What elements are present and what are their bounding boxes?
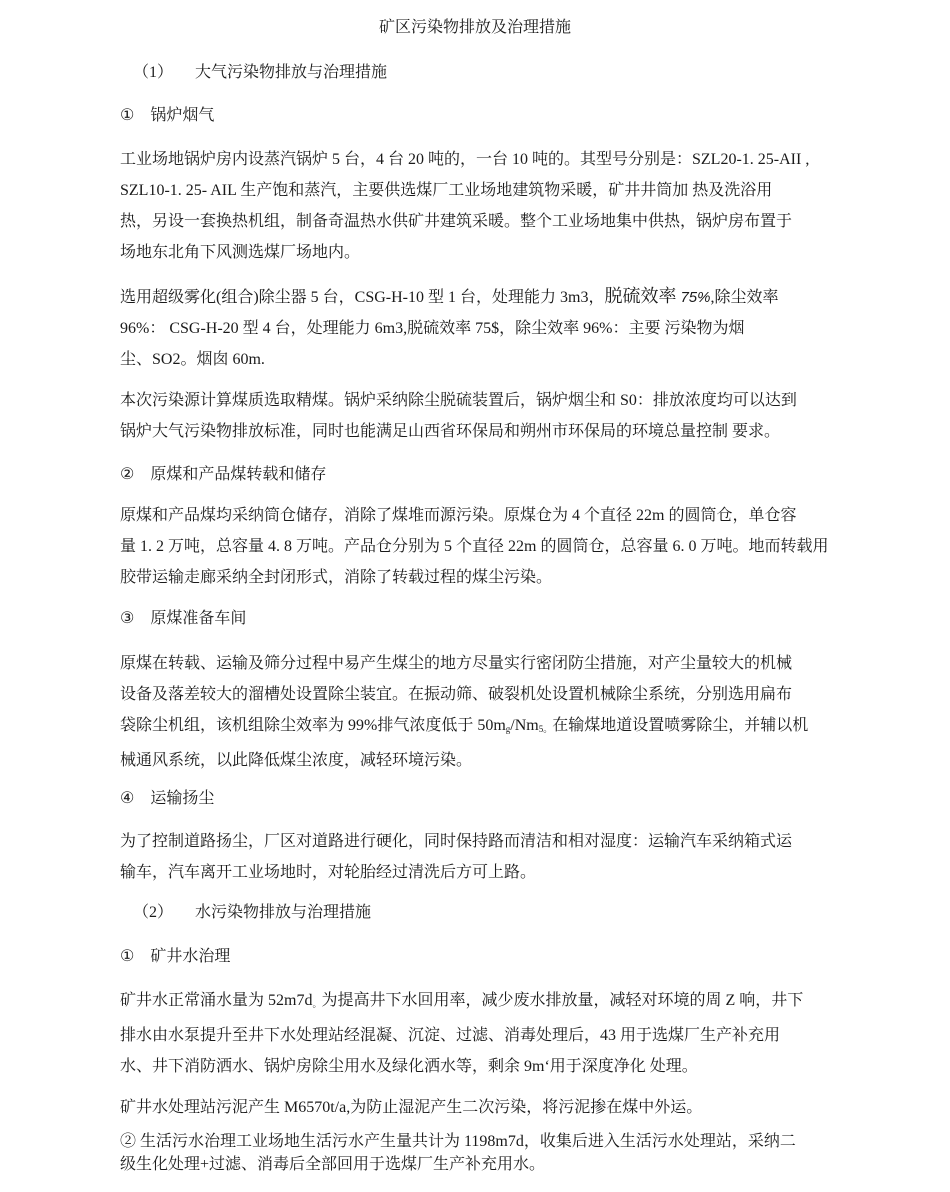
- text-line: 矿井水处理站污泥产生 M6570t/a,为防止湿泥产生二次污染，将污泥掺在煤中外运。: [120, 1099, 703, 1116]
- text-line: SZL10-1. 25- AIL 生产饱和蒸汽，主要供选煤厂工业场地建筑物采暖，矿井井筒加 热及洗浴用: [120, 182, 773, 199]
- text-line: [120, 710, 832, 745]
- text-line: [120, 985, 832, 1020]
- text-line: 原煤和产品煤均采纳筒仓储存，消除了煤堆而源污染。原煤仓为 4 个直径 22m 的圆筒仓，单仓容: [120, 507, 797, 524]
- document-title: 矿区污染物排放及治理措施: [378, 19, 571, 36]
- text-fragment: 在输煤地道设置喷雾除尘，并辅以机: [552, 717, 809, 734]
- text-fragment: 为提高井下水回用率，减少废水排放量，减轻对环境的周 Z 响，井下: [321, 992, 804, 1009]
- section-title: 水污染物排放与治理措施: [195, 904, 372, 921]
- subheading-transport-dust: [120, 788, 214, 810]
- text-line: 水、井下消防洒水、锅炉房除尘用水及绿化洒水等，剩余 9m‘用于深度净化 处理。: [120, 1058, 698, 1075]
- paragraph-emission-standard: [120, 385, 832, 447]
- text-line: 尘、SO2。烟囱 60m.: [120, 351, 265, 368]
- text-fragment: 75%: [680, 289, 711, 306]
- text-line: 为了控制道路扬尘，厂区对道路进行硬化，同时保持路而清洁和相对湿度：运输汽车采纳箱式运: [120, 833, 793, 850]
- text-line: 胶带运输走廊采纳全封闭形式，消除了转载过程的煤尘污染。: [120, 569, 553, 586]
- text-fragment: 袋除尘机组，该机组除尘效率为 99%排气浓度低于 50m: [120, 717, 506, 734]
- text-line: 排水由水泵提升至井下水处理站经混凝、沉淀、过滤、消毒处理后，43 用于选煤厂生产补充用: [120, 1027, 781, 1044]
- text-line: ② 生活污水治理工业场地生活污水产生量共计为 1198m7d，收集后进入生活污水处理站，采纳二: [120, 1133, 796, 1150]
- paragraph-sludge: [120, 1092, 832, 1123]
- subheading-title: 运输扬尘: [150, 790, 215, 807]
- text-fragment: ,除尘效率: [710, 289, 779, 306]
- subheading-title: 原煤和产品煤转载和储存: [150, 466, 327, 483]
- section-title: 大气污染物排放与治理措施: [195, 64, 388, 81]
- text-line: 原煤在转载、运输及筛分过程中易产生煤尘的地方尽量实行密闭防尘措施，对产尘量较大的机械: [120, 655, 793, 672]
- paragraph-boiler-description: [120, 144, 832, 268]
- section-number: （2）: [133, 904, 174, 921]
- paragraph-mine-water: [120, 985, 832, 1082]
- text-fragment: 选用超级雾化(组合)除尘器 5 台，CSG-H-10 型 1 台，处理能力 3m3，: [120, 289, 605, 306]
- text-line: 级生化处理+过滤、消毒后全部回用于选煤厂生产补充用水。: [120, 1156, 546, 1173]
- text-line: 量 1. 2 万吨，总容量 4. 8 万吨。产品仓分别为 5 个直径 22m 的圆筒仓，总容量 6. 0 万吨。地而转载用: [120, 538, 829, 555]
- subscript: g: [505, 724, 511, 734]
- subheading-number: ①: [120, 107, 135, 124]
- section-heading-air: [133, 62, 387, 84]
- text-line: 工业场地锅炉房内设蒸汽锅炉 5 台，4 台 20 吨的，一台 10 吨的。其型号分别是：SZL20-1. 25-AII ,: [120, 151, 810, 168]
- subheading-title: 原煤准备车间: [150, 610, 247, 627]
- subheading-boiler-flue-gas: [120, 105, 214, 127]
- text-line: 本次污染源计算煤质选取精煤。锅炉采纳除尘脱硫装置后，锅炉烟尘和 S0：排放浓度均可以达到: [120, 392, 797, 409]
- text-line: 热，另设一套换热机组，制备奇温热水供矿井建筑采暖。整个工业场地集中供热，锅炉房布置于: [120, 213, 793, 230]
- paragraph-dust-collector: [120, 281, 832, 375]
- paragraph-domestic-sewage: [120, 1130, 832, 1176]
- subheading-title: 矿井水治理: [150, 948, 231, 965]
- text-fragment: /Nm: [510, 717, 539, 734]
- section-heading-water: [133, 902, 371, 924]
- subscript: 5。: [538, 724, 553, 734]
- subheading-coal-preparation: [120, 608, 246, 630]
- subheading-number: ①: [120, 948, 135, 965]
- text-line: [120, 281, 832, 313]
- text-line: 96%： CSG-H-20 型 4 台，处理能力 6m3,脱硫效率 75$，除尘效率 96%：主要 污染物为烟: [120, 320, 745, 337]
- text-line: 设备及落差较大的溜槽处设置除尘装宜。在振动筛、破裂机处设置机械除尘系统，分别选用扁布: [120, 686, 793, 703]
- text-line: 械通风系统，以此降低煤尘浓度，减轻环境污染。: [120, 752, 473, 769]
- subheading-number: ④: [120, 790, 135, 807]
- text-fragment: 脱硫效率: [604, 286, 677, 306]
- text-line: 场地东北角下风测选煤厂场地内。: [120, 244, 361, 261]
- subscript: 。: [312, 999, 322, 1009]
- subheading-coal-storage: [120, 464, 326, 486]
- subheading-number: ②: [120, 466, 135, 483]
- subheading-mine-water: [120, 946, 230, 968]
- paragraph-coal-storage: [120, 500, 832, 593]
- subheading-number: ③: [120, 610, 135, 627]
- paragraph-transport-dust: [120, 826, 832, 888]
- section-number: （1）: [133, 64, 174, 81]
- paragraph-coal-preparation: [120, 648, 832, 776]
- subheading-title: 锅炉烟气: [150, 107, 215, 124]
- text-line: 锅炉大气污染物排放标准，同时也能满足山西省环保局和朔州市环保局的环境总量控制 要求。: [120, 423, 781, 440]
- text-fragment: 矿井水正常涌水量为 52m7d: [120, 992, 313, 1009]
- text-line: 输车，汽车离开工业场地时，对轮胎经过清洗后方可上路。: [120, 864, 537, 881]
